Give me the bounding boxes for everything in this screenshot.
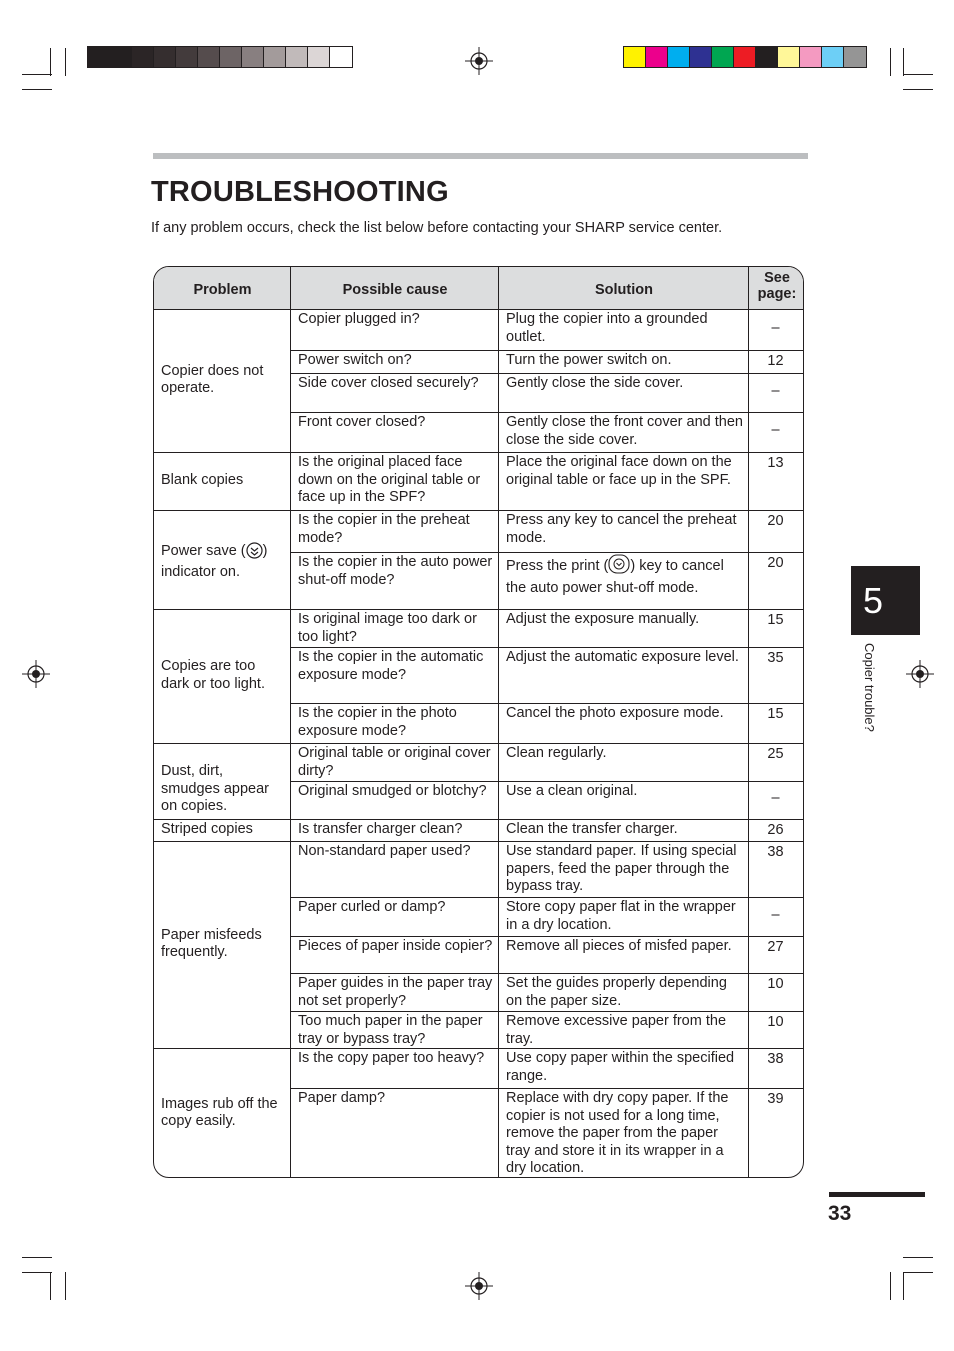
row-divider [291, 703, 804, 704]
row-divider [154, 819, 804, 820]
see-page-cell: 15 [767, 706, 784, 722]
color-swatch [734, 47, 756, 67]
cause-cell: Original smudged or blotchy? [298, 783, 487, 799]
cause-cell: Paper damp? [298, 1090, 386, 1106]
see-page-cell: 26 [767, 822, 784, 838]
row-divider [291, 973, 804, 974]
see-page-cell: 15 [767, 612, 784, 628]
chapter-number: 5 [863, 580, 884, 621]
cause-cell: Original table or original cover dirty? [298, 745, 491, 779]
see-page-cell: 10 [767, 976, 784, 992]
see-page-cell: 25 [767, 746, 784, 762]
see-page-cell: 35 [767, 650, 784, 666]
registration-mark-icon [465, 47, 493, 75]
color-swatch [646, 47, 668, 67]
chapter-tab [851, 566, 920, 635]
troubleshooting-table [153, 266, 804, 1178]
cause-cell: Power switch on? [298, 352, 412, 368]
gray-color-bar [87, 46, 353, 68]
see-page-cell: 12 [767, 353, 784, 369]
column-header-cause: Possible cause [342, 282, 448, 298]
see-page-cell: 20 [767, 513, 784, 529]
cause-cell: Is the copy paper too heavy? [298, 1050, 485, 1066]
solution-cell: Place the original face down on the original table or face up in the SPF. [506, 454, 732, 488]
see-page-cell: 13 [767, 455, 784, 471]
row-divider [291, 350, 804, 351]
column-header-solution: Solution [595, 282, 653, 298]
cause-cell: Is the copier in the automatic exposure mode? [298, 649, 484, 683]
row-divider [154, 841, 804, 842]
color-swatch [88, 47, 110, 67]
row-divider [291, 781, 804, 782]
color-swatch [264, 47, 286, 67]
chapter-label: Copier trouble? [862, 643, 877, 732]
power-save-icon [246, 542, 263, 565]
solution-cell: Use standard paper. If using special papers, feed the paper through the bypass tray. [506, 843, 737, 894]
text-segment: ) indicator on. [161, 542, 268, 580]
solution-cell: Adjust the exposure manually. [506, 611, 700, 627]
color-swatch [110, 47, 132, 67]
cause-cell: Is original image too dark or too light? [298, 611, 477, 645]
cause-cell: Front cover closed? [298, 414, 426, 430]
row-divider [291, 1088, 804, 1089]
see-page-cell: – [771, 382, 780, 399]
problem-cell: Paper misfeeds frequently. [161, 926, 262, 960]
see-page-cell: – [771, 906, 780, 923]
problem-cell: Striped copies [161, 821, 253, 837]
solution-cell: Store copy paper flat in the wrapper in a dry location. [506, 899, 736, 933]
registration-mark-icon [906, 660, 934, 688]
problem-cell: Copies are too dark or too light. [161, 658, 265, 692]
see-page-cell: 20 [767, 555, 784, 571]
problem-cell: Copier does not operate. [161, 362, 264, 396]
see-page-cell: 10 [767, 1014, 784, 1030]
cause-cell: Copier plugged in? [298, 311, 420, 327]
problem-cell: Blank copies [161, 472, 244, 488]
color-swatch [844, 47, 866, 67]
solution-cell: Gently close the side cover. [506, 375, 684, 391]
cause-cell: Is the copier in the photo exposure mode? [298, 705, 457, 739]
solution-cell: Cancel the photo exposure mode. [506, 705, 724, 721]
see-page-cell: 38 [767, 1051, 784, 1067]
row-divider [291, 647, 804, 648]
text-segment: ) key to cancel the auto power shut-off mode. [506, 558, 724, 596]
color-swatch [778, 47, 800, 67]
color-swatch [176, 47, 198, 67]
page-title: TROUBLESHOOTING [151, 176, 449, 208]
row-divider [291, 897, 804, 898]
cause-cell: Is the copier in the auto power shut-off mode? [298, 554, 493, 588]
registration-mark-icon [22, 660, 50, 688]
solution-cell: Press any key to cancel the preheat mode. [506, 512, 737, 546]
color-swatch [624, 47, 646, 67]
color-swatch [822, 47, 844, 67]
print-key-icon [608, 554, 630, 580]
solution-cell: Gently close the front cover and then close the side cover. [506, 414, 743, 448]
row-divider [154, 510, 804, 511]
see-page-cell: – [771, 422, 780, 438]
intro-text: If any problem occurs, check the list below before contacting your SHARP service center. [151, 220, 723, 236]
cause-cell: Is the original placed face down on the original table or face up in the SPF? [298, 454, 481, 505]
row-divider [291, 373, 804, 374]
see-page-cell: 39 [767, 1091, 784, 1107]
cause-cell: Too much paper in the paper tray or bypass tray? [298, 1013, 483, 1047]
color-swatch [668, 47, 690, 67]
color-swatch [308, 47, 330, 67]
row-divider [291, 412, 804, 413]
cause-cell: Paper curled or damp? [298, 899, 446, 915]
cause-cell: Paper guides in the paper tray not set properly? [298, 975, 493, 1009]
color-swatch [690, 47, 712, 67]
text-segment: Press the print ( [506, 558, 609, 574]
color-swatch [756, 47, 778, 67]
row-divider [291, 1011, 804, 1012]
solution-cell: Turn the power switch on. [506, 352, 672, 368]
solution-cell [506, 554, 744, 597]
color-swatch [330, 47, 352, 67]
solution-cell: Clean the transfer charger. [506, 821, 678, 837]
solution-cell: Set the guides properly depending on the paper size. [506, 975, 727, 1009]
row-divider [154, 1048, 804, 1049]
see-page-cell: 38 [767, 844, 784, 860]
column-header-see-page: See page: [757, 270, 797, 302]
row-divider [154, 309, 804, 310]
color-swatch [198, 47, 220, 67]
color-swatch [220, 47, 242, 67]
row-divider [154, 609, 804, 610]
see-page-cell: 27 [767, 939, 784, 955]
solution-cell: Clean regularly. [506, 745, 607, 761]
solution-cell: Use a clean original. [506, 783, 638, 799]
solution-cell: Adjust the automatic exposure level. [506, 649, 739, 665]
color-swatch [132, 47, 154, 67]
solution-cell: Remove all pieces of misfed paper. [506, 938, 732, 954]
solution-cell: Use copy paper within the specified range. [506, 1050, 735, 1084]
cause-cell: Pieces of paper inside copier? [298, 938, 493, 954]
solution-cell: Plug the copier into a grounded outlet. [506, 311, 708, 345]
cause-cell: Non-standard paper used? [298, 843, 471, 859]
cause-cell: Is transfer charger clean? [298, 821, 463, 837]
solution-cell: Replace with dry copy paper. If the copier is not used for a long time, remove the paper from the paper tray and store it in its wrapper in a dry location. [506, 1090, 729, 1176]
color-swatch [712, 47, 734, 67]
footer-rule [829, 1192, 925, 1197]
problem-cell: Images rub off the copy easily. [161, 1095, 278, 1129]
problem-cell [161, 542, 285, 582]
cause-cell: Is the copier in the preheat mode? [298, 512, 470, 546]
color-swatch [154, 47, 176, 67]
header-rule [153, 153, 808, 159]
column-header-problem: Problem [193, 282, 252, 298]
page-number: 33 [828, 1202, 852, 1225]
registration-mark-icon [465, 1272, 493, 1300]
row-divider [154, 743, 804, 744]
color-swatch [286, 47, 308, 67]
row-divider [291, 552, 804, 553]
solution-cell: Remove excessive paper from the tray. [506, 1013, 727, 1047]
color-swatch [800, 47, 822, 67]
process-color-bar [623, 46, 867, 68]
see-page-cell: – [771, 319, 780, 336]
row-divider [154, 452, 804, 453]
color-swatch [242, 47, 264, 67]
see-page-cell: – [771, 790, 780, 806]
row-divider [291, 936, 804, 937]
text-segment: Power save ( [161, 542, 246, 559]
cause-cell: Side cover closed securely? [298, 375, 479, 391]
problem-cell: Dust, dirt, smudges appear on copies. [161, 763, 270, 814]
